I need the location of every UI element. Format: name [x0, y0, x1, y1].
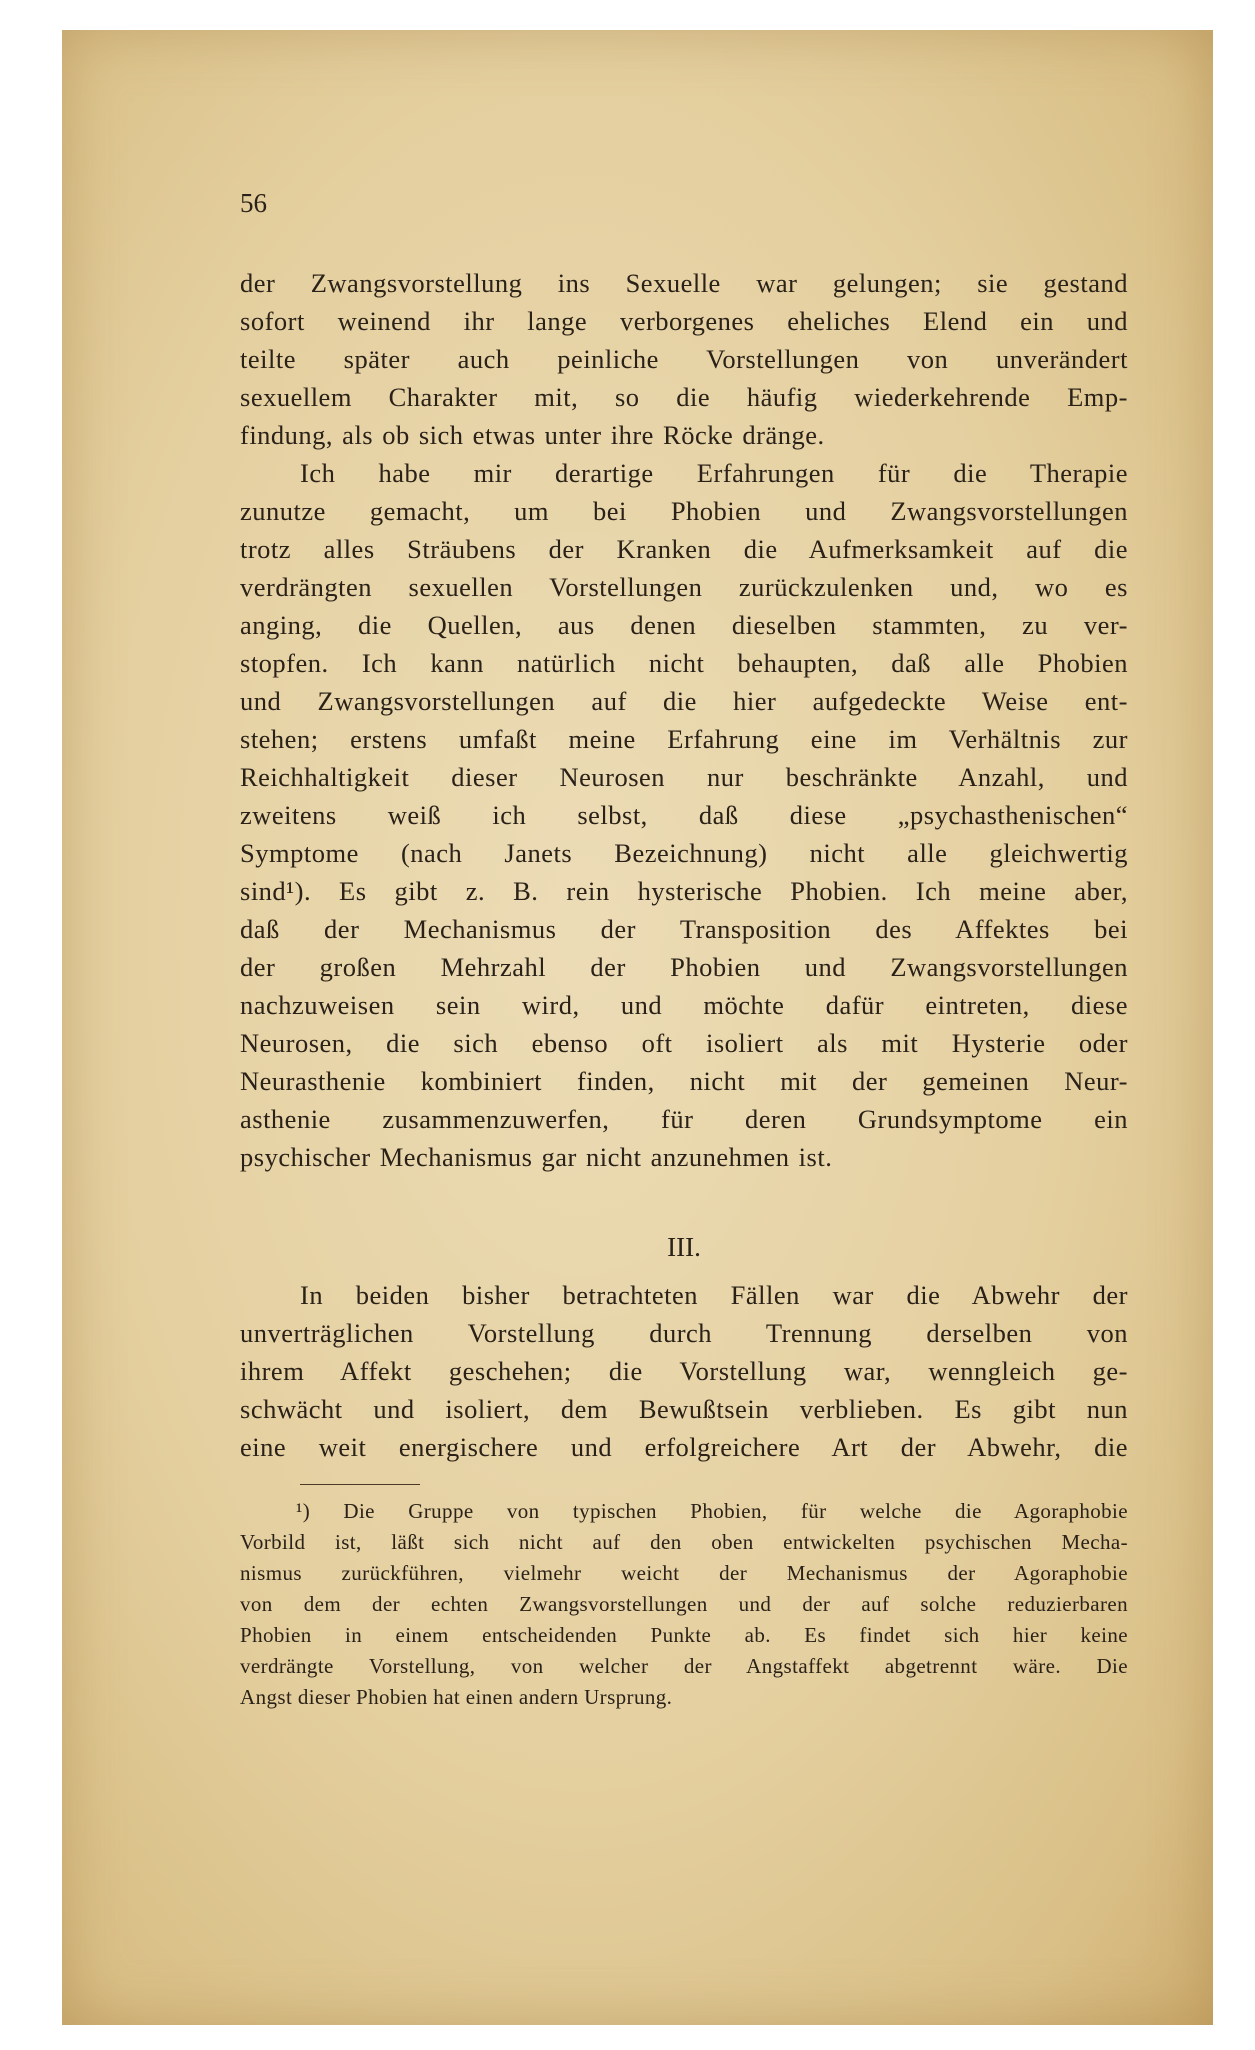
text-line: sofort weinend ihr lange verborgenes eheliches Elend ein und — [240, 306, 1128, 336]
text-line: Reichhaltigkeit dieser Neurosen nur beschränkte Anzahl, und — [240, 762, 1128, 792]
text-line: verdrängten sexuellen Vorstellungen zurückzulenken und, wo es — [240, 572, 1128, 602]
text-line: psychischer Mechanismus gar nicht anzunehmen ist. — [240, 1142, 833, 1172]
footnote-line: ¹) Die Gruppe von typischen Phobien, für welche die Agoraphobie — [296, 1499, 1128, 1523]
footnote-divider — [300, 1484, 420, 1485]
text-line: schwächt und isoliert, dem Bewußtsein verblieben. Es gibt nun — [240, 1394, 1128, 1424]
text-line: stehen; erstens umfaßt meine Erfahrung eine im Verhältnis zur — [240, 724, 1128, 754]
page-number: 56 — [240, 188, 267, 218]
text-line: Symptome (nach Janets Bezeichnung) nicht alle gleichwertig — [240, 838, 1128, 868]
text-line: nachzuweisen sein wird, und möchte dafür eintreten, diese — [240, 990, 1128, 1020]
text-line: anging, die Quellen, aus denen dieselben stammten, zu ver- — [240, 610, 1128, 640]
text-line: unverträglichen Vorstellung durch Trennung derselben von — [240, 1318, 1128, 1348]
text-line: der Zwangsvorstellung ins Sexuelle war gelungen; sie gestand — [240, 268, 1128, 298]
text-line: sexuellem Charakter mit, so die häufig wiederkehrende Emp- — [240, 382, 1128, 412]
text-line: Ich habe mir derartige Erfahrungen für die Therapie — [300, 458, 1128, 488]
footnote-line: Phobien in einem entscheidenden Punkte ab. Es findet sich hier keine — [240, 1623, 1128, 1647]
text-line: stopfen. Ich kann natürlich nicht behaupten, daß alle Phobien — [240, 648, 1128, 678]
text-line: teilte später auch peinliche Vorstellungen von unverändert — [240, 344, 1128, 374]
text-line: der großen Mehrzahl der Phobien und Zwangsvorstellungen — [240, 952, 1128, 982]
text-line: findung, als ob sich etwas unter ihre Röcke dränge. — [240, 420, 825, 450]
footnote-line: verdrängte Vorstellung, von welcher der Angstaffekt abgetrennt wäre. Die — [240, 1654, 1128, 1678]
text-line: zweitens weiß ich selbst, daß diese „psychasthenischen“ — [240, 800, 1128, 830]
text-line: asthenie zusammenzuwerfen, für deren Grundsymptome ein — [240, 1104, 1128, 1134]
section-heading: III. — [667, 1232, 701, 1262]
footnote-line: Vorbild ist, läßt sich nicht auf den oben entwickelten psychischen Mecha- — [240, 1530, 1128, 1554]
footnote-line: nismus zurückführen, vielmehr weicht der Mechanismus der Agoraphobie — [240, 1561, 1128, 1585]
text-line: und Zwangsvorstellungen auf die hier aufgedeckte Weise ent- — [240, 686, 1128, 716]
text-line: trotz alles Sträubens der Kranken die Aufmerksamkeit auf die — [240, 534, 1128, 564]
text-line: daß der Mechanismus der Transposition des Affektes bei — [240, 914, 1128, 944]
text-line: Neurosen, die sich ebenso oft isoliert als mit Hysterie oder — [240, 1028, 1128, 1058]
text-line: ihrem Affekt geschehen; die Vorstellung war, wenngleich ge- — [240, 1356, 1128, 1386]
text-line: In beiden bisher betrachteten Fällen war die Abwehr der — [300, 1280, 1128, 1310]
text-line: eine weit energischere und erfolgreichere Art der Abwehr, die — [240, 1432, 1128, 1462]
footnote-line: Angst dieser Phobien hat einen andern Ursprung. — [240, 1685, 673, 1709]
text-line: sind¹). Es gibt z. B. rein hysterische Phobien. Ich meine aber, — [240, 876, 1128, 906]
text-line: Neurasthenie kombiniert finden, nicht mit der gemeinen Neur- — [240, 1066, 1128, 1096]
text-line: zunutze gemacht, um bei Phobien und Zwangsvorstellungen — [240, 496, 1128, 526]
footnote-line: von dem der echten Zwangsvorstellungen und der auf solche reduzierbaren — [240, 1592, 1128, 1616]
